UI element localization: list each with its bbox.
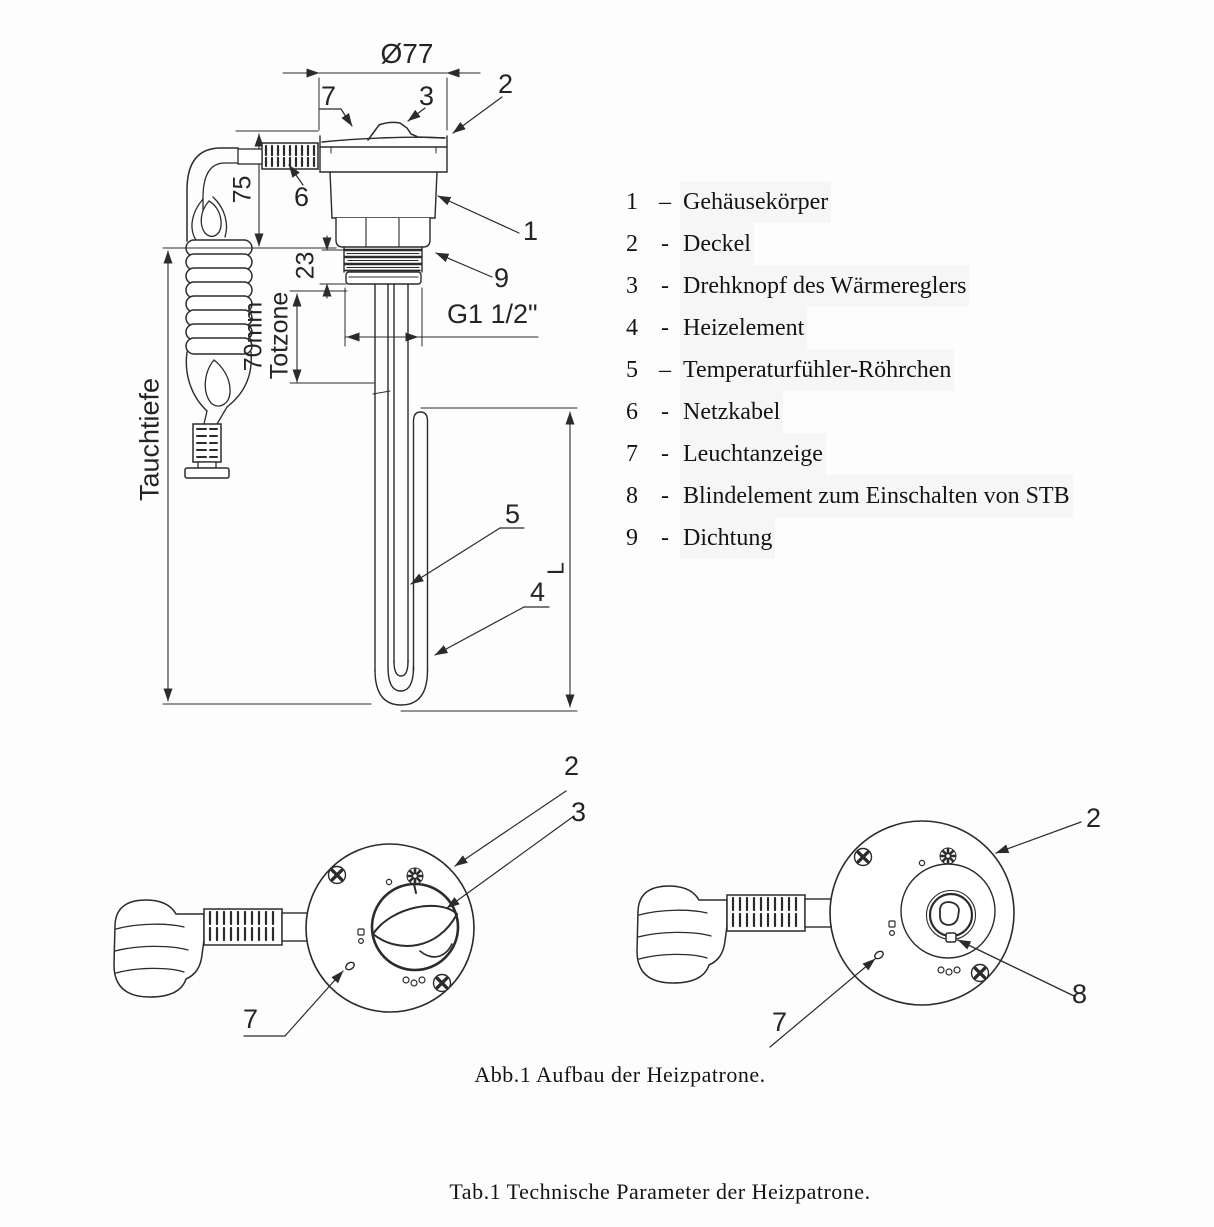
callout-5-main: 5: [505, 499, 521, 529]
legend-separator: –: [659, 357, 671, 383]
main-side-view: [163, 69, 577, 711]
legend-item-6: [626, 391, 1073, 433]
dim-70mm: 70mm: [239, 301, 268, 372]
legend-separator: -: [661, 231, 669, 257]
legend-item-3: [626, 265, 1073, 307]
dim-diameter: Ø77: [380, 38, 434, 69]
legend-separator: -: [661, 441, 669, 467]
cord-plug: [185, 424, 229, 478]
legend-label: Leuchtanzeige: [680, 433, 826, 475]
legend-number: 9: [626, 525, 638, 551]
legend-separator: -: [661, 483, 669, 509]
legend-number: 7: [626, 441, 638, 467]
thread-and-seal: [344, 247, 422, 284]
callout-1-main: 1: [523, 216, 539, 246]
dim-totzone: Totzone: [265, 291, 294, 380]
callout-2-plain-view: 2: [1086, 803, 1102, 833]
legend-item-9: [626, 517, 1073, 559]
callout-7-main: 7: [321, 81, 337, 111]
legend-label: Gehäusekörper: [680, 181, 831, 223]
callout-3-knob-view: 3: [571, 797, 587, 827]
dim-tauchtiefe: Tauchtiefe: [134, 377, 165, 502]
legend-item-2: [626, 223, 1073, 265]
thermostat-knob: [372, 884, 458, 970]
dim-length-L: L: [542, 562, 569, 575]
callout-7-plain-view: 7: [772, 1007, 788, 1037]
legend-label: Dichtung: [680, 517, 775, 559]
figure-caption: Abb.1 Aufbau der Heizpatrone.: [474, 1062, 766, 1087]
heating-element-tubes: [373, 284, 428, 705]
callout-9-main: 9: [494, 263, 510, 293]
legend-separator: -: [661, 273, 669, 299]
legend-item-1: [626, 181, 1073, 223]
legend-number: 2: [626, 231, 638, 257]
callout-7-knob-view: 7: [243, 1004, 259, 1034]
legend-label: Temperaturfühler-Röhrchen: [680, 349, 954, 391]
legend-label: Netzkabel: [680, 391, 783, 433]
legend-separator: -: [661, 525, 669, 551]
callout-3-main: 3: [419, 81, 435, 111]
legend-separator: -: [661, 399, 669, 425]
legend-label: Deckel: [680, 223, 754, 265]
legend-number: 4: [626, 315, 638, 341]
legend-item-7: [626, 433, 1073, 475]
legend-number: 8: [626, 483, 638, 509]
legend-item-4: [626, 307, 1073, 349]
callout-2-knob-view: 2: [564, 751, 580, 781]
legend-number: 1: [626, 189, 638, 215]
legend-number: 5: [626, 357, 638, 383]
callout-2-main: 2: [498, 69, 514, 99]
legend-number: 6: [626, 399, 638, 425]
legend-item-5: [626, 349, 1073, 391]
legend-item-8: [626, 475, 1073, 517]
dim-thread: G1 1/2": [447, 299, 538, 329]
front-view-with-knob: [114, 791, 574, 1036]
legend-label: Heizelement: [680, 307, 807, 349]
callout-8-plain-view: 8: [1072, 979, 1088, 1009]
dim-75: 75: [228, 175, 257, 204]
parts-legend: [626, 181, 1073, 559]
callout-6-main: 6: [294, 182, 310, 212]
callout-4-main: 4: [530, 577, 546, 607]
legend-separator: –: [659, 189, 671, 215]
legend-label: Drehknopf des Wärmereglers: [680, 265, 969, 307]
cap-side: [320, 122, 447, 172]
legend-label: Blindelement zum Einschalten von STB: [680, 475, 1073, 517]
dim-23: 23: [291, 251, 320, 280]
legend-number: 3: [626, 273, 638, 299]
table-caption: Tab.1 Technische Parameter der Heizpatrone.: [449, 1179, 871, 1204]
legend-separator: -: [661, 315, 669, 341]
housing-body: [330, 172, 437, 247]
front-view-knob-removed: [637, 821, 1081, 1047]
